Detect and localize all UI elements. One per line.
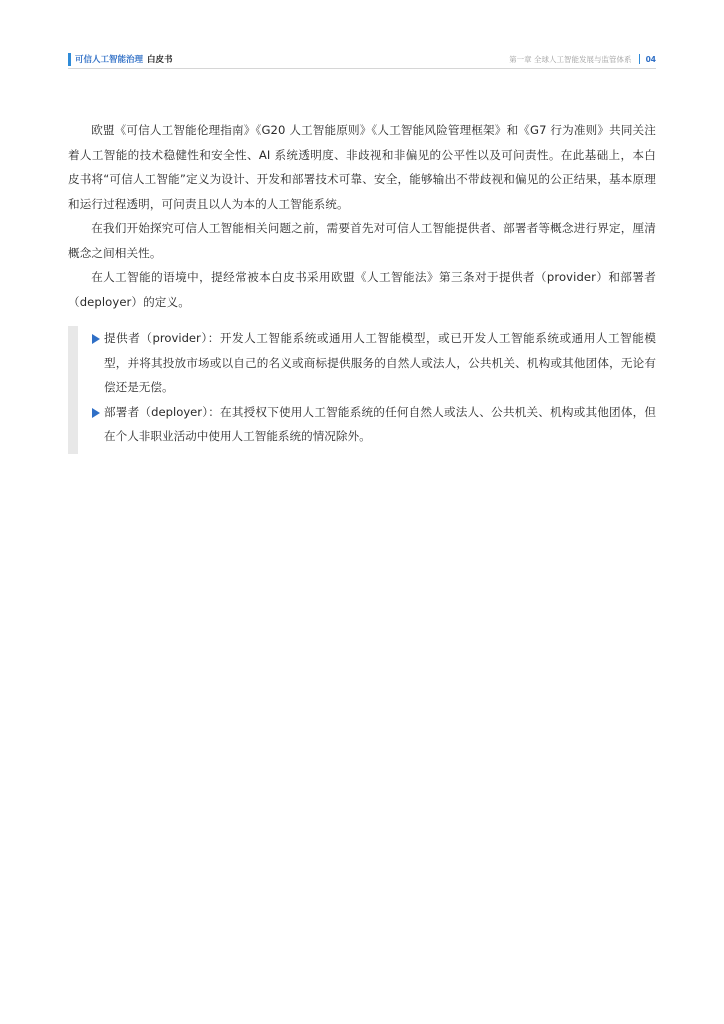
triangle-bullet-icon [92, 408, 100, 418]
body-text [68, 118, 656, 314]
definition-item-deployer [92, 400, 656, 449]
triangle-bullet-icon [92, 334, 100, 344]
header-separator [639, 54, 640, 64]
definition-item-provider [92, 326, 656, 400]
header-right [509, 50, 656, 68]
paragraph: 在人工智能的语境中，提经常被本白皮书采用欧盟《人工智能法》第三条对于提供者（provider）和部署者（deployer）的定义。 [68, 270, 656, 309]
definition-text: 部署者（deployer）：在其授权下使用人工智能系统的任何自然人或法人、公共机关、机构或其他团体，但在个人非职业活动中使用人工智能系统的情况除外。 [104, 404, 656, 443]
header-title: 可信人工智能治理 [75, 55, 144, 65]
chapter-title: 第一章 全球人工智能发展与监管体系 [509, 54, 632, 64]
header-divider [68, 68, 656, 69]
header-left [68, 50, 173, 68]
callout-side-bar [68, 326, 78, 454]
page-number: 04 [645, 54, 656, 64]
paragraph: 欧盟《可信人工智能伦理指南》《G20 人工智能原则》《人工智能风险管理框架》和《G7 行为准则》共同关注着人工智能的技术稳健性和安全性、AI 系统透明度、非歧视和非偏见的公平性以及可问责性。在此基础上，本白皮书将“可信人工智能”定义为设计、开发和部署技术可靠、安全，能够输出不带歧视和偏见的公正结果，基本原理和运行过程透明，可问责且以人为本的人工智能系统。 [68, 123, 656, 211]
page-header [68, 50, 656, 68]
paragraph: 在我们开始探究可信人工智能相关问题之前，需要首先对可信人工智能提供者、部署者等概念进行界定，厘清概念之间相关性。 [68, 221, 656, 260]
definition-text: 提供者（provider）：开发人工智能系统或通用人工智能模型，或已开发人工智能系统或通用人工智能模型，并将其投放市场或以自己的名义或商标提供服务的自然人或法人，公共机关、机构或其他团体，无论有偿还是无偿。 [104, 331, 656, 394]
definition-list [92, 326, 656, 449]
header-subtitle: 白皮书 [147, 55, 173, 65]
header-accent-bar [68, 53, 71, 66]
